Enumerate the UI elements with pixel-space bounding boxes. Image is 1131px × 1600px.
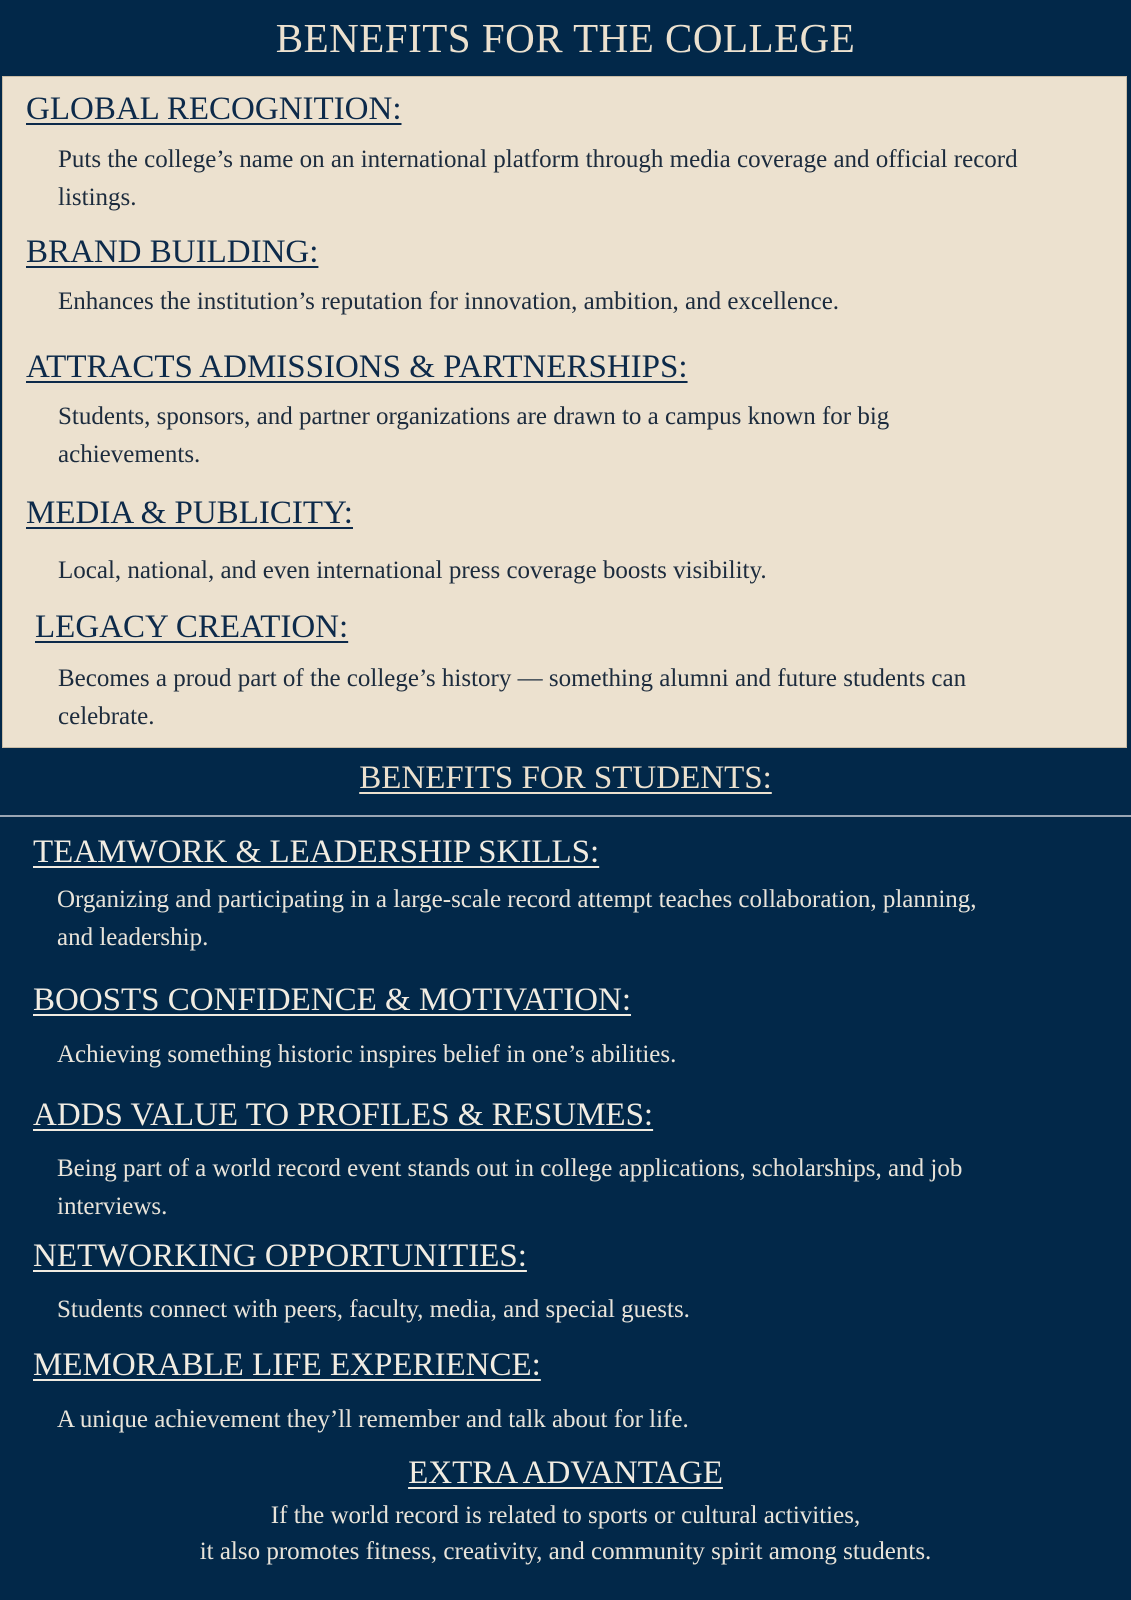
college-benefits-panel <box>2 76 1127 748</box>
benefit-text-confidence: Achieving something historic inspires belief in one’s abilities. <box>57 1041 677 1068</box>
benefit-text-profiles-resumes: Being part of a world record event stands out in college applications, scholarships, and job interviews. <box>57 1155 963 1220</box>
benefit-heading-profiles-resumes: ADDS VALUE TO PROFILES & RESUMES: <box>33 1097 654 1133</box>
benefit-heading-attracts-admissions: ATTRACTS ADMISSIONS & PARTNERSHIPS: <box>26 349 688 385</box>
benefit-heading-legacy-creation: LEGACY CREATION: <box>35 609 349 645</box>
extra-advantage-line-1: If the world record is related to sports or cultural activities, <box>270 1502 861 1529</box>
benefit-text-global-recognition: Puts the college’s name on an international platform through media coverage and official record listings. <box>58 146 1018 211</box>
benefit-heading-brand-building: BRAND BUILDING: <box>26 234 319 270</box>
benefit-heading-teamwork: TEAMWORK & LEADERSHIP SKILLS: <box>33 834 600 870</box>
extra-advantage-title: EXTRA ADVANTAGE <box>408 1455 723 1491</box>
benefit-heading-global-recognition: GLOBAL RECOGNITION: <box>26 91 402 127</box>
benefit-text-media-publicity: Local, national, and even international press coverage boosts visibility. <box>58 557 767 584</box>
benefit-heading-networking: NETWORKING OPPORTUNITIES: <box>33 1238 527 1274</box>
benefit-heading-media-publicity: MEDIA & PUBLICITY: <box>26 495 353 531</box>
section-divider <box>0 815 1131 817</box>
students-benefits-title: BENEFITS FOR STUDENTS: <box>359 760 772 796</box>
benefit-heading-life-experience: MEMORABLE LIFE EXPERIENCE: <box>33 1347 541 1383</box>
benefit-heading-confidence: BOOSTS CONFIDENCE & MOTIVATION: <box>33 982 632 1018</box>
benefit-text-attracts-admissions: Students, sponsors, and partner organizations are drawn to a campus known for big achievements. <box>58 403 890 468</box>
benefit-text-legacy-creation: Becomes a proud part of the college’s history — something alumni and future students can celebrate. <box>58 665 967 730</box>
college-benefits-title: BENEFITS FOR THE COLLEGE <box>275 15 856 61</box>
benefit-text-networking: Students connect with peers, faculty, media, and special guests. <box>57 1296 690 1323</box>
benefit-text-brand-building: Enhances the institution’s reputation for innovation, ambition, and excellence. <box>58 288 840 315</box>
extra-advantage-line-2: it also promotes fitness, creativity, and community spirit among students. <box>199 1538 932 1565</box>
benefit-text-teamwork: Organizing and participating in a large-scale record attempt teaches collaboration, planning, and leadership. <box>57 886 977 951</box>
extra-advantage-text <box>0 1498 1131 1570</box>
benefit-text-life-experience: A unique achievement they’ll remember and talk about for life. <box>57 1406 689 1433</box>
